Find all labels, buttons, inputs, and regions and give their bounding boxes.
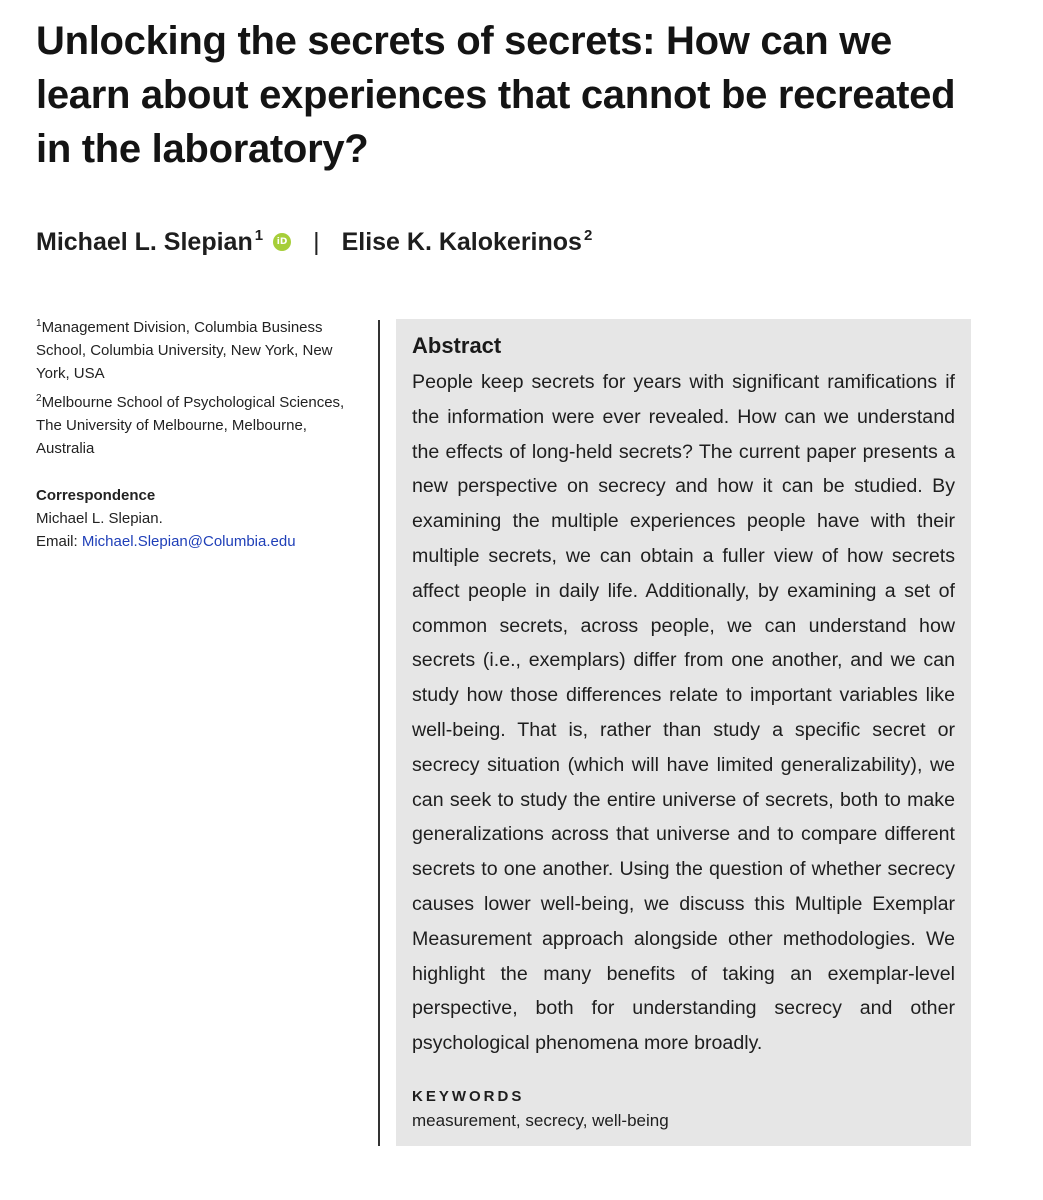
correspondence-block (36, 484, 366, 553)
author-separator: | (313, 227, 320, 256)
author-1-affiliation-mark: 1 (254, 227, 264, 245)
affiliation-1-text: Management Division, Columbia Business School, Columbia University, New York, New York, USA (36, 319, 333, 382)
affiliation-2 (36, 391, 366, 460)
author-2-affiliation-mark: 2 (583, 227, 593, 245)
affiliation-1 (36, 316, 366, 385)
front-matter-column (36, 316, 366, 553)
email-link[interactable]: Michael.Slepian@Columbia.edu (81, 533, 296, 550)
author-2[interactable] (342, 228, 593, 257)
correspondence-name: Michael L. Slepian. (36, 510, 163, 527)
column-divider (378, 320, 380, 1146)
email-label: Email: (36, 533, 78, 550)
keywords-text: measurement, secrecy, well-being (412, 1110, 669, 1130)
abstract-box (396, 319, 971, 1146)
keywords-heading: KEYWORDS (412, 1087, 525, 1105)
correspondence-heading: Correspondence (36, 487, 156, 504)
abstract-text: People keep secrets for years with significant ramifications if the information were ever revealed. How can we understand the effects of long-held secrets? The current paper presents a new perspective on secrecy and how it can be studied. By examining the multiple experiences people have with their multiple secrets, we can obtain a fuller view of how secrets affect people in daily life. Additionally, by examining a set of common secrets, across people, we can understand how secrets (i.e., exemplars) differ from one another, and we can study how those differences relate to important variables like well-being. That is, rather than study a specific secret or secrecy situation (which will have limited generalizability), we can seek to study the entire universe of secrets, both to make generalizations across that universe and to compare different secrets to one another. Using the question of whether secrecy causes lower well-being, we discuss this Multiple Exemplar Measurement approach alongside other methodologies. We highlight the many benefits of taking an exemplar-level perspective, both for understanding secrecy and other psychological phenomena more broadly. (412, 371, 955, 1055)
correspondence-email-line (36, 530, 366, 553)
affiliation-1-mark: 1 (36, 318, 42, 329)
abstract-heading: Abstract (412, 333, 502, 358)
orcid-icon[interactable]: iD (273, 233, 291, 251)
author-1[interactable] (36, 228, 263, 257)
paper-title: Unlocking the secrets of secrets: How can we learn about experiences that cannot be recreated in the laboratory? (36, 19, 956, 171)
affiliation-2-mark: 2 (36, 393, 42, 404)
author-2-name[interactable]: Elise K. Kalokerinos (341, 227, 582, 256)
affiliation-2-text: Melbourne School of Psychological Sciences, The University of Melbourne, Melbourne, Australia (36, 394, 345, 457)
author-line (36, 224, 592, 260)
author-1-name[interactable]: Michael L. Slepian (36, 227, 253, 256)
